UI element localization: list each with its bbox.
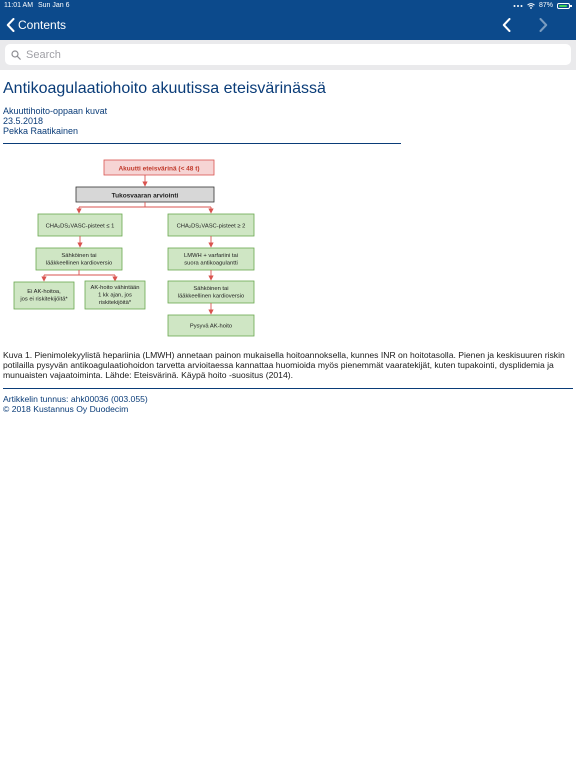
flow-text-left-cardio-1: Sähköinen tai [61,253,97,259]
status-right [513,0,570,11]
divider [3,143,401,144]
status-time: 11:01 AM [4,2,34,9]
flow-text-permanent: Pysyvä AK-hoito [189,323,233,330]
figure-caption: Kuva 1. Pienimolekyylistä hepariinia (LMWH) annetaan painon mukaisella hoitoannoksella, kunnes INR on hoitotasolla. Pienen ja keskisuuren riskin potilailla pysyvän antikoagulaatiohoidon tarvetta arvioitaessa kannattaa huomioida myös pienemmät vaaratekijät, kuten tupakointi, dysplidemia ja munuaisten vajaatoiminta. Lähde: Eteisvärinä. Käypä hoito -suositus (2014). [3,350,565,380]
article-footer [3,394,148,414]
battery-icon [557,3,570,9]
flow-box-right-cardioversion [168,281,254,303]
copyright: © 2018 Kustannus Oy Duodecim [3,404,129,414]
flow-text-assessment: Tukosvaaran arviointi [111,192,179,200]
search-input[interactable] [26,49,546,61]
status-date: Sun Jan 6 [38,2,70,9]
previous-article-button[interactable] [498,16,514,34]
chevron-left-icon [6,18,15,32]
search-icon [11,50,21,60]
flow-text-left-score: CHA₂DS₂VASC-pisteet ≤ 1 [45,223,115,230]
article-date: 23.5.2018 [3,116,44,126]
flow-text-ak-min-1: AK-hoito vähintään [90,285,140,291]
article-id: Artikkelin tunnus: ahk00036 (003.055) [3,394,148,404]
flow-text-right-cardio-1: Sähköinen tai [193,286,229,292]
battery-percent: 87% [538,2,553,9]
flow-text-left-cardio-2: lääkkeellinen kardioversio [45,260,113,267]
cellular-dots-icon [513,4,523,8]
flow-text-anticoag-2: suora antikoagulantti [184,260,238,267]
article-meta [3,106,107,136]
article-author: Pekka Raatikainen [3,126,79,136]
flow-text-ak-min-3: riskitekijöitä* [98,300,132,306]
flow-text-ak-min-2: 1 kk ajan, jos [98,292,132,299]
wifi-icon [527,3,535,9]
flow-text-right-cardio-2: lääkkeellinen kardioversio [177,293,245,300]
article-title: Antikoagulaatiohoito akuutissa eteisvärinässä [3,80,326,97]
divider [3,388,573,389]
chevron-right-icon [539,18,548,32]
search-field[interactable] [5,44,571,65]
back-to-contents-button[interactable] [6,15,66,35]
next-article-button[interactable] [535,16,551,34]
flowchart-svg [0,150,420,350]
article-source: Akuuttihoito-oppaan kuvat [3,106,108,116]
navigation-bar [0,11,576,40]
status-bar [0,0,576,11]
search-bar [0,40,576,70]
chevron-left-icon [502,18,511,32]
flow-box-no-anticoagulation [14,282,74,309]
flow-text-no-ak-1: Ei AK-hoitoa, [27,289,61,295]
flow-box-left-cardioversion [36,248,122,270]
flow-text-start: Akuutti eteisvärinä (< 48 t) [118,165,200,173]
flow-text-right-score: CHA₂DS₂VASC-pisteet ≥ 2 [176,223,246,230]
top-bar [0,0,576,40]
flow-text-anticoag-1: LMWH + varfariini tai [184,253,238,259]
flow-text-no-ak-2: jos ei riskitekijöitä* [20,296,68,303]
flowchart-figure [0,150,420,350]
flow-box-anticoagulant [168,248,254,270]
back-label: Contents [18,18,67,32]
